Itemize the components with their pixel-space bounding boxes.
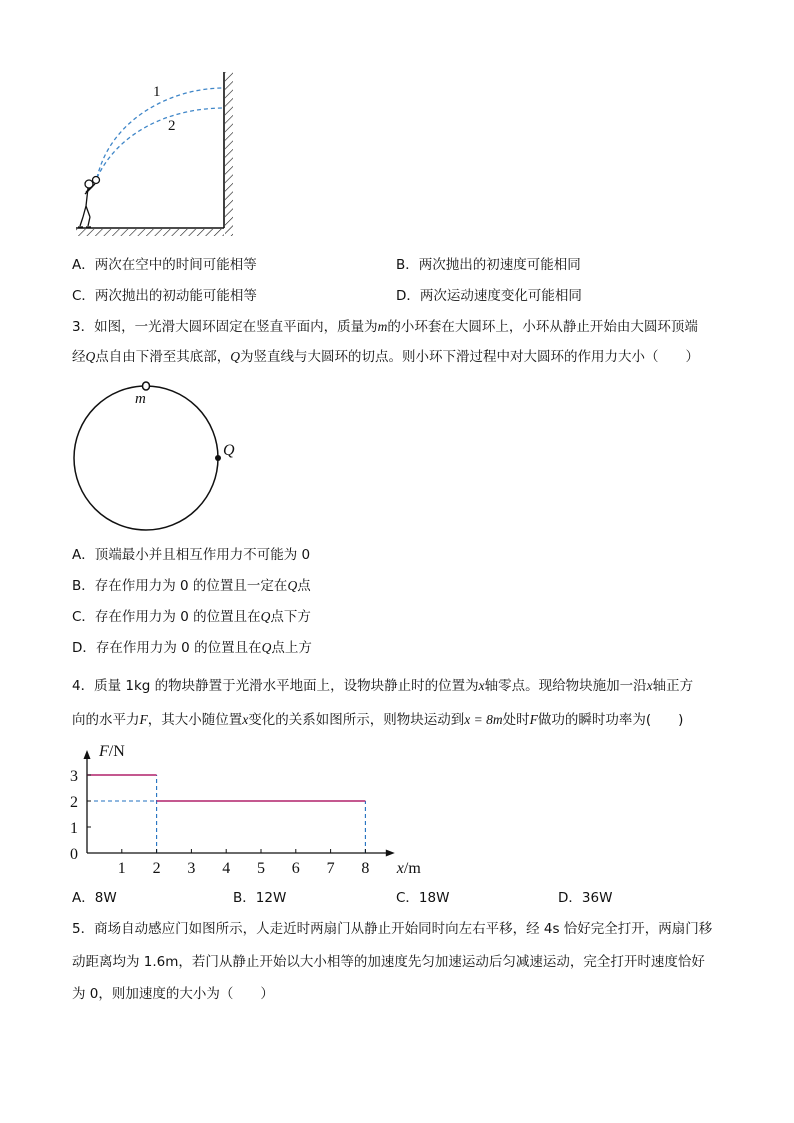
x-tick-label-2: 2: [152, 860, 161, 877]
q3-option-a: A．顶端最小并且相互作用力不可能为 0: [72, 547, 311, 563]
y-tick-label-2: 2: [70, 794, 78, 811]
q4-stem-line2: 向的水平力F，其大小随位置x变化的关系如图所示，则物块运动到x = 8m处时F做功的瞬时功率为( ): [72, 712, 684, 728]
q5-stem-line2: 动距离均为 1.6m，若门从静止开始以大小相等的加速度先匀加速运动后匀减速运动，完全打开时速度恰好: [72, 954, 705, 970]
q4-stem-line1: 4．质量 1kg 的物块静置于光滑水平地面上，设物块静止时的位置为x轴零点。现给物块施加一沿x轴正方: [72, 678, 694, 694]
q2-option-b: B．两次抛出的初速度可能相同: [396, 257, 581, 273]
x-axis-arrow: [386, 850, 395, 857]
y-tick-label-1: 1: [70, 820, 78, 837]
q4-option-c: C．18W: [396, 890, 450, 906]
x-tick-label-8: 8: [361, 860, 370, 877]
x-tick-label-7: 7: [326, 860, 335, 877]
q2-option-c: C．两次抛出的初动能可能相等: [72, 288, 257, 304]
q3-option-b: B．存在作用力为 0 的位置且一定在Q点: [72, 578, 311, 594]
q2-option-d: D．两次运动速度变化可能相同: [396, 288, 582, 304]
curve-1-label: 1: [153, 84, 161, 100]
x-tick-label-1: 1: [117, 860, 126, 877]
ring-m-label: m: [135, 391, 146, 407]
y-tick-label-0: 0: [70, 846, 78, 863]
ring-q-label: Q: [223, 442, 235, 459]
q2-option-a: A．两次在空中的时间可能相等: [72, 257, 257, 273]
y-axis-label: F/N: [99, 743, 125, 760]
q5-stem-line1: 5．商场自动感应门如图所示，人走近时两扇门从静止开始同时向左右平移，经 4s 恰好完全打开，两扇门移: [72, 921, 713, 937]
x-tick-label-6: 6: [291, 860, 300, 877]
y-axis-arrow: [84, 750, 91, 759]
q3-stem-line2: 经Q点自由下滑至其底部，Q为竖直线与大圆环的切点。则小环下滑过程中对大圆环的作用力大小（ ）: [72, 349, 699, 365]
q3-option-c: C．存在作用力为 0 的位置且在Q点下方: [72, 609, 311, 625]
x-tick-label-3: 3: [187, 860, 196, 877]
curve-2-label: 2: [168, 118, 176, 134]
q3-stem-line1: 3．如图，一光滑大圆环固定在竖直平面内，质量为m的小环套在大圆环上，小环从静止开始由大圆环顶端: [72, 319, 698, 335]
y-tick-label-3: 3: [70, 768, 78, 785]
x-tick-label-4: 4: [222, 860, 231, 877]
x-axis-label: x/m: [396, 860, 421, 877]
q5-stem-line3: 为 0，则加速度的大小为（ ）: [72, 986, 274, 1002]
q4-option-a: A．8W: [72, 890, 117, 906]
q4-option-d: D．36W: [558, 890, 613, 906]
q3-option-d: D．存在作用力为 0 的位置且在Q点上方: [72, 640, 312, 656]
q4-option-b: B．12W: [233, 890, 287, 906]
x-tick-label-5: 5: [257, 860, 265, 877]
